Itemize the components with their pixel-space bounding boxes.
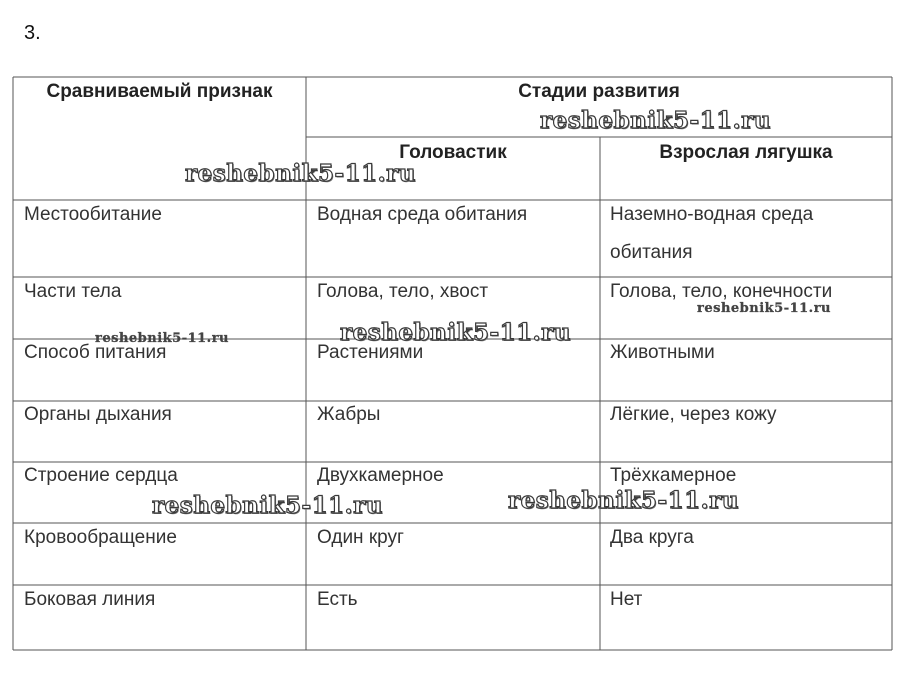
row-1-frog: Наземно-водная среда обитания <box>610 204 814 263</box>
row-6-tadpole: Один круг <box>317 527 404 548</box>
row-3-feature: Способ питания <box>24 342 167 363</box>
row-5-tadpole: Двухкамерное <box>317 465 444 486</box>
watermark: reshebnik5-11.ru <box>95 331 230 346</box>
row-2-tadpole: Голова, тело, хвост <box>317 281 489 302</box>
row-3-frog: Животными <box>610 342 715 363</box>
row-6-frog: Два круга <box>610 527 694 548</box>
header-feature: Сравниваемый признак <box>46 81 273 102</box>
row-7-tadpole: Есть <box>317 589 358 610</box>
row-7-frog: Нет <box>610 589 643 610</box>
row-5-frog: Трёхкамерное <box>610 465 737 486</box>
row-4-frog: Лёгкие, через кожу <box>610 404 777 425</box>
row-7-feature: Боковая линия <box>24 589 156 610</box>
watermark: reshebnik5-11.ru <box>540 107 771 134</box>
header-frog: Взрослая лягушка <box>659 142 833 163</box>
watermark: reshebnik5-11.ru <box>508 487 739 514</box>
row-2-frog: Голова, тело, конечности <box>610 281 833 302</box>
row-1-feature: Местообитание <box>24 204 162 225</box>
row-3-tadpole: Растениями <box>317 342 424 363</box>
header-stages: Стадии развития <box>518 81 680 102</box>
watermark: reshebnik5-11.ru <box>697 301 832 316</box>
watermark: reshebnik5-11.ru <box>340 319 571 346</box>
row-4-feature: Органы дыхания <box>24 404 172 425</box>
watermark: reshebnik5-11.ru <box>185 160 416 187</box>
row-4-tadpole: Жабры <box>317 404 381 425</box>
row-1-tadpole: Водная среда обитания <box>317 204 528 225</box>
row-2-feature: Части тела <box>24 281 122 302</box>
row-5-feature: Строение сердца <box>24 465 178 486</box>
task-number: 3. <box>24 22 41 44</box>
header-tadpole: Головастик <box>399 142 507 163</box>
row-6-feature: Кровообращение <box>24 527 177 548</box>
watermark: reshebnik5-11.ru <box>152 492 383 519</box>
